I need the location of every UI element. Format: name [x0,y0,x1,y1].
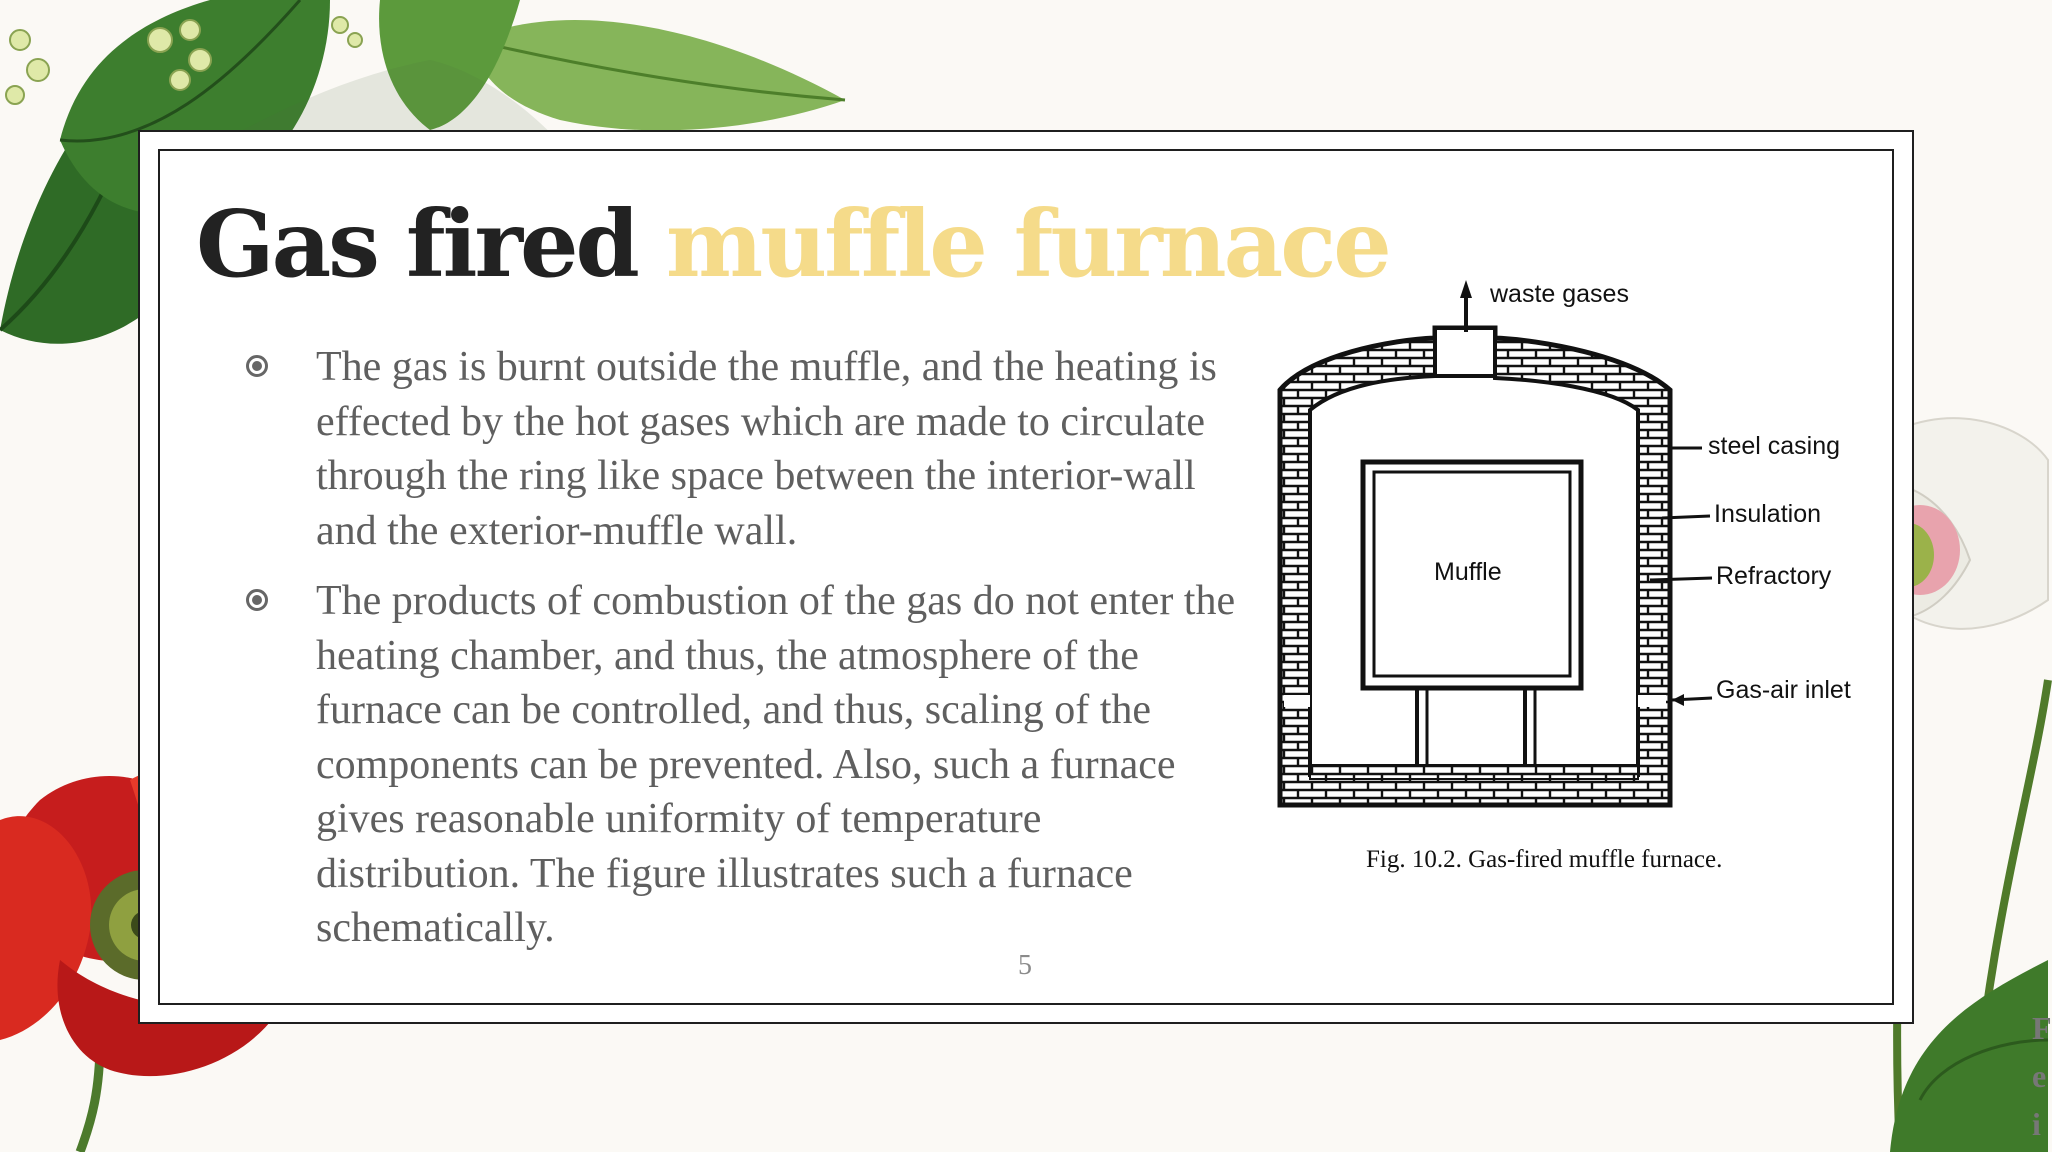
label-waste-gases: waste gases [1490,280,1629,308]
bullet-text: The products of combustion of the gas do not enter the heating chamber, and thus, the atmosphere of the furnace can be controlled, and thus, scaling of the components can be prevented. Also, such a furnace gives reasonable uniformity of temperature distribution. The figure illustrates such a furnace schematically. [316,578,1236,951]
furnace-diagram [1270,270,1880,890]
bullet-list [246,340,1256,972]
label-steel-casing: steel casing [1708,432,1841,460]
bullet-text: The gas is burnt outside the muffle, and the heating is effected by the hot gases which are made to circulate through the ring like space between the interior-wall and the exterior-muffle wall. [316,344,1217,554]
bullet-item [246,574,1256,956]
title-accent-part: muffle furnace [665,190,1389,298]
label-refractory: Refractory [1716,562,1832,590]
radio-bullet-icon [246,355,268,377]
label-gas-air-inlet: Gas-air inlet [1716,676,1851,704]
bullet-item [246,340,1256,558]
title-dark-part: Gas fired [196,190,637,298]
label-muffle: Muffle [1434,558,1502,586]
slide-title [196,190,1389,298]
label-insulation: Insulation [1714,500,1822,528]
figure-caption: Fig. 10.2. Gas-fired muffle furnace. [1366,846,1723,873]
radio-bullet-icon [246,589,268,611]
page-number: 5 [1018,950,1032,981]
cut-off-text: F e i [2032,1010,2051,1142]
